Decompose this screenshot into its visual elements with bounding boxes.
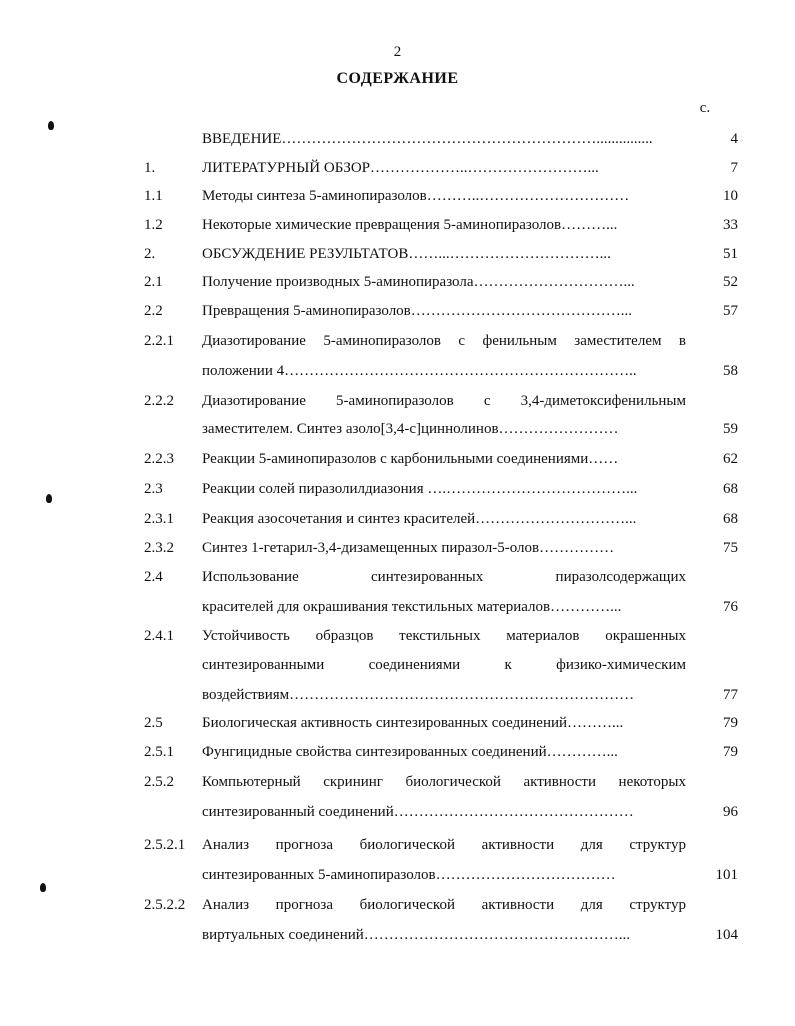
toc-line xyxy=(0,801,795,823)
page-ref: 79 xyxy=(723,715,738,731)
page-column-header: с. xyxy=(699,100,711,116)
section-number: 2.4 xyxy=(144,569,163,585)
scan-speck xyxy=(46,494,52,503)
section-number: 2.5.2 xyxy=(144,774,174,790)
page-ref: 57 xyxy=(723,303,738,319)
toc-line xyxy=(0,243,795,265)
toc-line xyxy=(0,566,795,588)
section-title: Реакции 5-аминопиразолов с карбонильными соединениями…… xyxy=(202,451,619,467)
section-title: синтезированными соединениями к физико-химическим xyxy=(202,657,686,673)
section-number: 2.3.1 xyxy=(144,511,174,527)
section-title: воздействиям…………………………………………………………… xyxy=(202,687,635,703)
page-ref: 4 xyxy=(730,131,738,147)
section-title: красителей для окрашивания текстильных материалов…………... xyxy=(202,599,622,615)
toc-line xyxy=(0,390,795,412)
section-title: Анализ прогноза биологической активности для структур xyxy=(202,897,686,913)
section-title: ОБСУЖДЕНИЕ РЕЗУЛЬТАТОВ……...…………………………... xyxy=(202,246,611,262)
page-ref: 62 xyxy=(723,451,738,467)
section-title: Устойчивость образцов текстильных материалов окрашенных xyxy=(202,628,686,644)
section-title: синтезированный соединений………………………………………… xyxy=(202,804,634,820)
section-title: заместителем. Синтез азоло[3,4-c]циннолинов…………………… xyxy=(202,421,619,437)
toc-line xyxy=(0,712,795,734)
page-ref: 51 xyxy=(723,246,738,262)
section-number: 1.2 xyxy=(144,217,163,233)
page-ref: 77 xyxy=(723,687,738,703)
page-ref: 52 xyxy=(723,274,738,290)
section-number: 2.5.1 xyxy=(144,744,174,760)
page-ref: 96 xyxy=(723,804,738,820)
section-number: 2.2.3 xyxy=(144,451,174,467)
toc-line xyxy=(0,537,795,559)
page-ref: 76 xyxy=(723,599,738,615)
toc-line xyxy=(0,894,795,916)
page-ref: 10 xyxy=(723,188,738,204)
toc-line xyxy=(0,448,795,470)
section-title: Получение производных 5-аминопиразола…………………………... xyxy=(202,274,635,290)
section-title: Некоторые химические превращения 5-аминопиразолов………... xyxy=(202,217,618,233)
section-title: ВВЕДЕНИЕ………………………………………………………............... xyxy=(202,131,653,147)
toc-line xyxy=(0,418,795,440)
section-number: 2.3.2 xyxy=(144,540,174,556)
page-ref: 101 xyxy=(715,867,738,883)
toc-line xyxy=(0,330,795,352)
section-title: Биологическая активность синтезированных соединений………... xyxy=(202,715,624,731)
section-number: 2.3 xyxy=(144,481,163,497)
page-ref: 68 xyxy=(723,511,738,527)
page-ref: 59 xyxy=(723,421,738,437)
section-title: Реакция азосочетания и синтез красителей…………………………... xyxy=(202,511,637,527)
toc-line xyxy=(0,271,795,293)
toc-line xyxy=(0,478,795,500)
section-title: Превращения 5-аминопиразолов……………………………………... xyxy=(202,303,633,319)
toc-line xyxy=(0,684,795,706)
page-number: 2 xyxy=(393,44,402,60)
toc-line xyxy=(0,771,795,793)
section-number: 2. xyxy=(144,246,156,262)
toc-line xyxy=(0,214,795,236)
toc-line xyxy=(0,360,795,382)
toc-line xyxy=(0,596,795,618)
scan-speck xyxy=(40,883,46,892)
section-title: Фунгицидные свойства синтезированных соединений…………... xyxy=(202,744,618,760)
page-ref: 75 xyxy=(723,540,738,556)
section-number: 2.5.2.1 xyxy=(144,837,186,853)
section-title: Диазотирование 5-аминопиразолов с 3,4-диметоксифенильным xyxy=(202,393,686,409)
section-number: 2.4.1 xyxy=(144,628,174,644)
section-number: 1.1 xyxy=(144,188,163,204)
section-title: Реакции солей пиразолилдиазония ….………………………………... xyxy=(202,481,638,497)
toc-line xyxy=(0,185,795,207)
toc-line xyxy=(0,654,795,676)
section-number: 2.2.2 xyxy=(144,393,174,409)
toc-line xyxy=(0,864,795,886)
toc-line xyxy=(0,741,795,763)
page-ref: 33 xyxy=(723,217,738,233)
section-title: Диазотирование 5-аминопиразолов с фенильным заместителем в xyxy=(202,333,686,349)
toc-line xyxy=(0,508,795,530)
page-ref: 104 xyxy=(715,927,738,943)
section-number: 2.5.2.2 xyxy=(144,897,186,913)
section-number: 2.1 xyxy=(144,274,163,290)
section-title: синтезированных 5-аминопиразолов……………………………… xyxy=(202,867,616,883)
section-number: 1. xyxy=(144,160,156,176)
toc-line xyxy=(0,157,795,179)
page-ref: 7 xyxy=(730,160,738,176)
section-title: положении 4…………………………………………………………….. xyxy=(202,363,637,379)
section-title: виртуальных соединений……………………………………………... xyxy=(202,927,631,943)
scan-speck xyxy=(48,121,54,130)
page-title: СОДЕРЖАНИЕ xyxy=(336,70,459,87)
section-title: Компьютерный скрининг биологической активности некоторых xyxy=(202,774,686,790)
toc-line xyxy=(0,834,795,856)
toc-line xyxy=(0,128,795,150)
section-number: 2.2.1 xyxy=(144,333,174,349)
section-title: Синтез 1-гетарил-3,4-дизамещенных пиразол-5-олов…………… xyxy=(202,540,615,556)
section-title: Методы синтеза 5-аминопиразолов………..………………………… xyxy=(202,188,630,204)
toc-line xyxy=(0,924,795,946)
section-title: Использование синтезированных пиразолсодержащих xyxy=(202,569,686,585)
section-number: 2.5 xyxy=(144,715,163,731)
page-ref: 79 xyxy=(723,744,738,760)
section-title: Анализ прогноза биологической активности для структур xyxy=(202,837,686,853)
toc-line xyxy=(0,300,795,322)
page-ref: 68 xyxy=(723,481,738,497)
toc-line xyxy=(0,625,795,647)
section-number: 2.2 xyxy=(144,303,163,319)
section-title: ЛИТЕРАТУРНЫЙ ОБЗОР………………..……………………... xyxy=(202,160,599,176)
page-ref: 58 xyxy=(723,363,738,379)
